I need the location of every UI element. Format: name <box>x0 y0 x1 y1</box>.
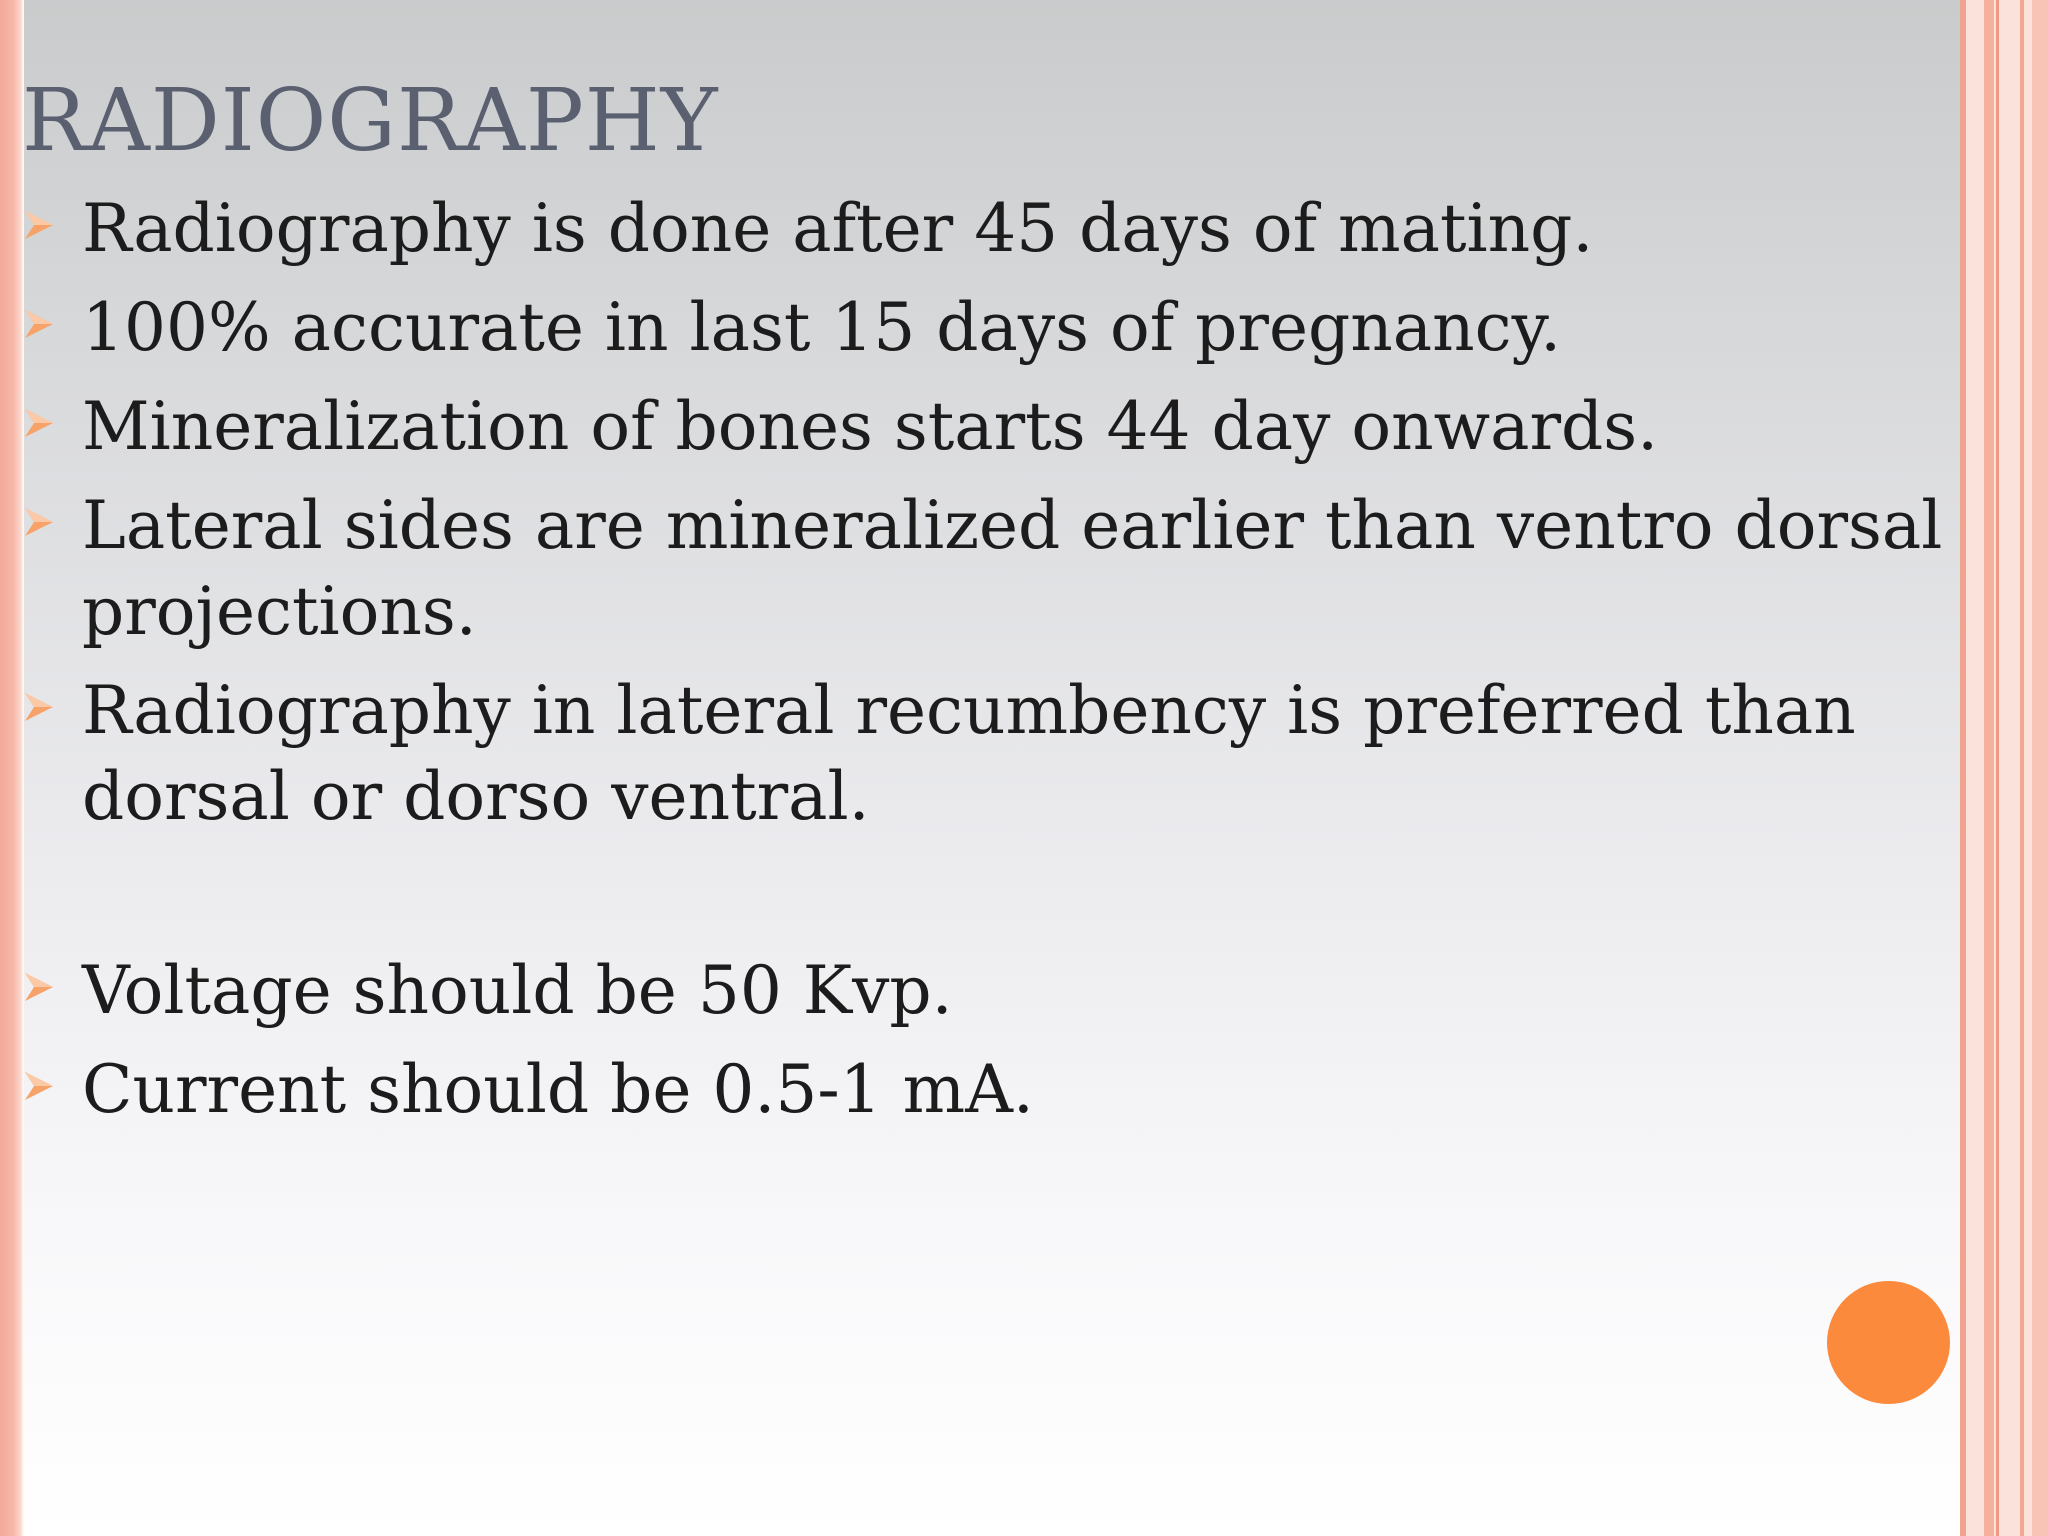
arrow-bullet-icon <box>22 1069 56 1103</box>
bullet-text: Current should be 0.5-1 mA. <box>82 1051 1034 1128</box>
bullet-text: Voltage should be 50 Kvp. <box>82 952 953 1029</box>
bullet-text: Radiography in lateral recumbency is preferred than dorsal or dorso ventral. <box>82 672 1856 835</box>
bullet-text: Mineralization of bones starts 44 day onwards. <box>82 388 1659 465</box>
arrow-bullet-icon <box>22 406 56 440</box>
bullet-item <box>22 285 1982 371</box>
bullet-text: Radiography is done after 45 days of mating. <box>82 190 1594 267</box>
right-border-line <box>2020 0 2024 1536</box>
orange-circle-decoration <box>1827 1281 1950 1404</box>
bullet-item <box>22 948 1982 1034</box>
bullet-text: Lateral sides are mineralized earlier than ventro dorsal projections. <box>82 487 1943 650</box>
right-border-line <box>2032 0 2048 1536</box>
arrow-bullet-icon <box>22 505 56 539</box>
arrow-bullet-icon <box>22 690 56 724</box>
right-border-line <box>1984 0 1994 1536</box>
arrow-bullet-icon <box>22 307 56 341</box>
bullet-text: 100% accurate in last 15 days of pregnancy. <box>82 289 1562 366</box>
arrow-bullet-icon <box>22 970 56 1004</box>
bullet-item <box>22 668 1982 840</box>
slide-title: RADIOGRAPHY <box>22 71 719 171</box>
right-border-line <box>1996 0 1999 1536</box>
bullet-list <box>22 186 1982 1133</box>
bullet-item <box>22 483 1982 655</box>
bullet-item <box>22 384 1982 470</box>
bullet-item <box>22 1047 1982 1133</box>
left-border-strip <box>0 0 24 1536</box>
bullet-item <box>22 186 1982 272</box>
arrow-bullet-icon <box>22 208 56 242</box>
